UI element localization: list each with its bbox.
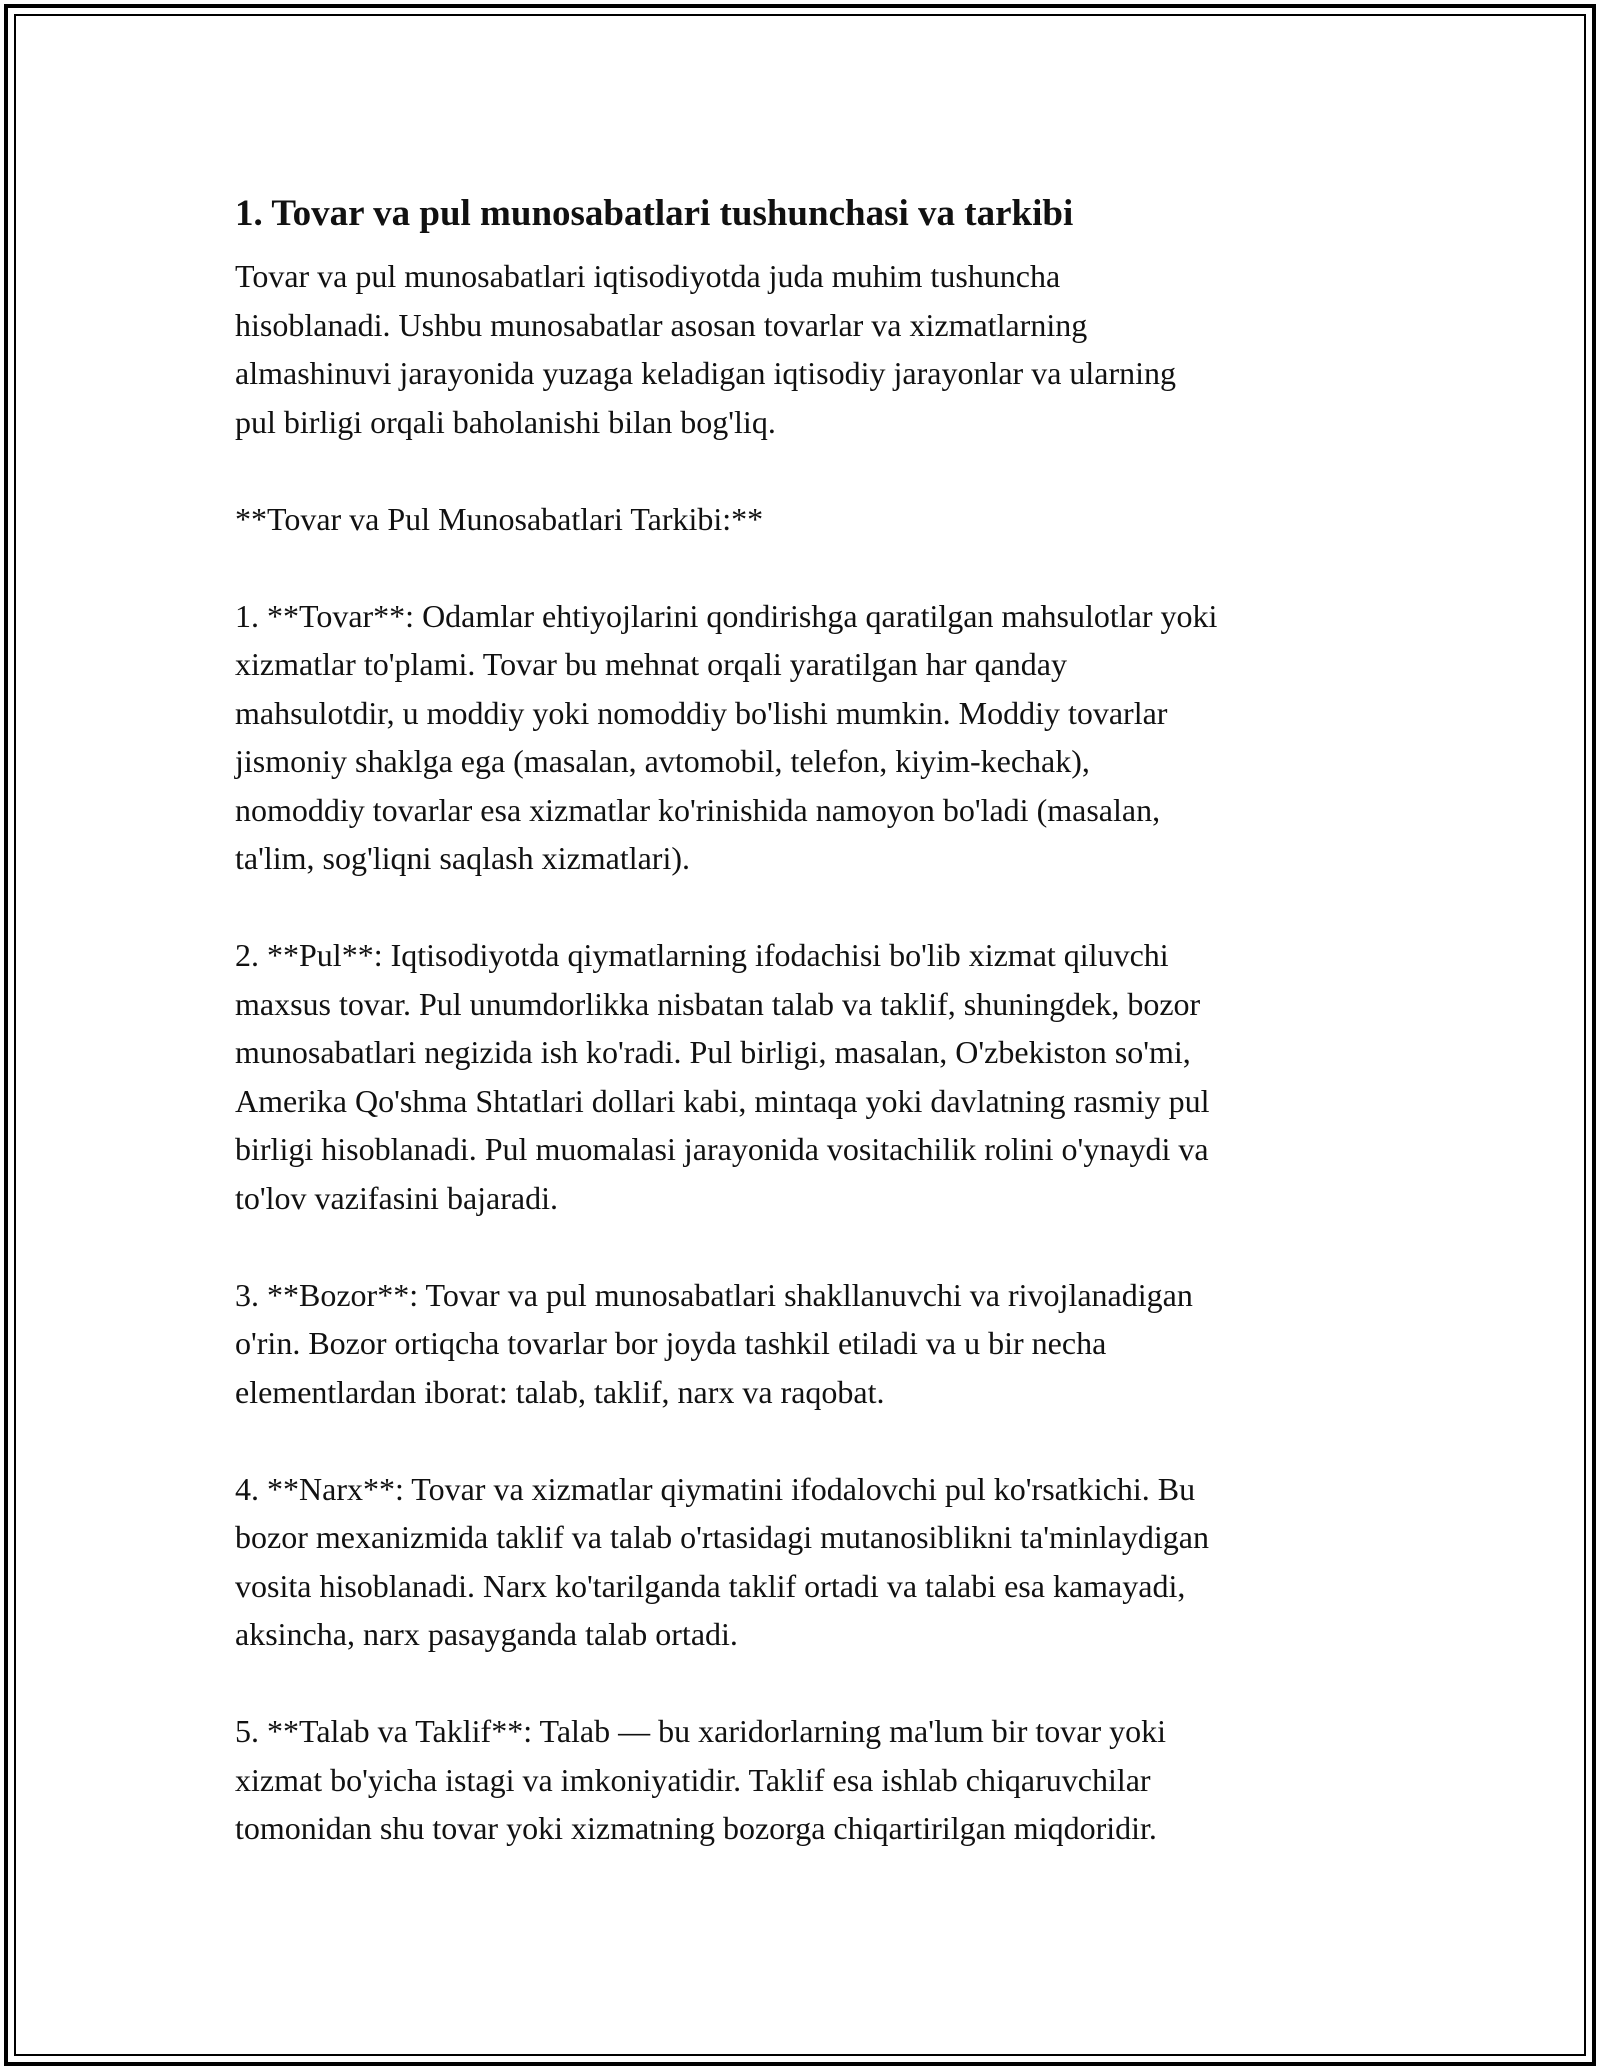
paragraph-gap <box>235 883 1395 932</box>
paragraph-gap <box>235 1222 1395 1271</box>
paragraph-gap <box>235 1659 1395 1708</box>
list-item-pul: 2. **Pul**: Iqtisodiyotda qiymatlarning ifodachisi bo'lib xizmat qiluvchi maxsus tovar. Pul unumdorlikka nisbatan talab va taklif, shuningdek, bozor munosabatlari negizida ish ko'radi. Pul birligi, masalan, O'zbekiston so'mi, Amerika Qo'shma Shtatlari dollari kabi, mintaqa yoki davlatning rasmiy pul birligi hisoblanadi. Pul muomalasi jarayonida vositachilik rolini o'ynaydi va to'lov vazifasini bajaradi. <box>235 937 1210 1216</box>
intro-paragraph: Tovar va pul munosabatlari iqtisodiyotda juda muhim tushuncha hisoblanadi. Ushbu munosabatlar asosan tovarlar va xizmatlarning almashinuvi jarayonida yuzaga keladigan iqtisodiy jarayonlar va ularning pul birligi orqali baholanishi bilan bog'liq. <box>235 258 1177 440</box>
list-item-talab-taklif: 5. **Talab va Taklif**: Talab — bu xaridorlarning ma'lum bir tovar yoki xizmat bo'yicha istagi va imkoniyatidir. Taklif esa ishlab chiqaruvchilar tomonidan shu tovar yoki xizmatning bozorga chiqartirilgan miqdoridir. <box>235 1713 1166 1846</box>
list-item-tovar: 1. **Tovar**: Odamlar ehtiyojlarini qondirishga qaratilgan mahsulotlar yoki xizmatlar to'plami. Tovar bu mehnat orqali yaratilgan har qanday mahsulotdir, u moddiy yoki nomoddiy bo'lishi mumkin. Moddiy tovarlar jismoniy shaklga ega (masalan, avtomobil, telefon, kiyim-kechak), nomoddiy tovarlar esa xizmatlar ko'rinishida namoyon bo'ladi (masalan, ta'lim, sog'liqni saqlash xizmatlari). <box>235 597 1218 876</box>
document-body <box>235 186 1395 1853</box>
paragraph-gap <box>235 446 1395 495</box>
paragraph-gap <box>235 1416 1395 1465</box>
document-title: 1. Tovar va pul munosabatlari tushunchasi va tarkibi <box>235 193 1074 234</box>
list-item-narx: 4. **Narx**: Tovar va xizmatlar qiymatini ifodalovchi pul ko'rsatkichi. Bu bozor mexanizmida taklif va talab o'rtasidagi mutanosiblikni ta'minlaydigan vosita hisoblanadi. Narx ko'tarilganda taklif ortadi va talabi esa kamayadi, aksincha, narx pasayganda talab ortadi. <box>235 1470 1209 1652</box>
paragraph-gap <box>235 543 1395 592</box>
list-item-bozor: 3. **Bozor**: Tovar va pul munosabatlari shakllanuvchi va rivojlanadigan o'rin. Bozor ortiqcha tovarlar bor joyda tashkil etiladi va u bir necha elementlardan iborat: talab, taklif, narx va raqobat. <box>235 1276 1193 1410</box>
section-subheading: **Tovar va Pul Munosabatlari Tarkibi:** <box>235 500 764 537</box>
